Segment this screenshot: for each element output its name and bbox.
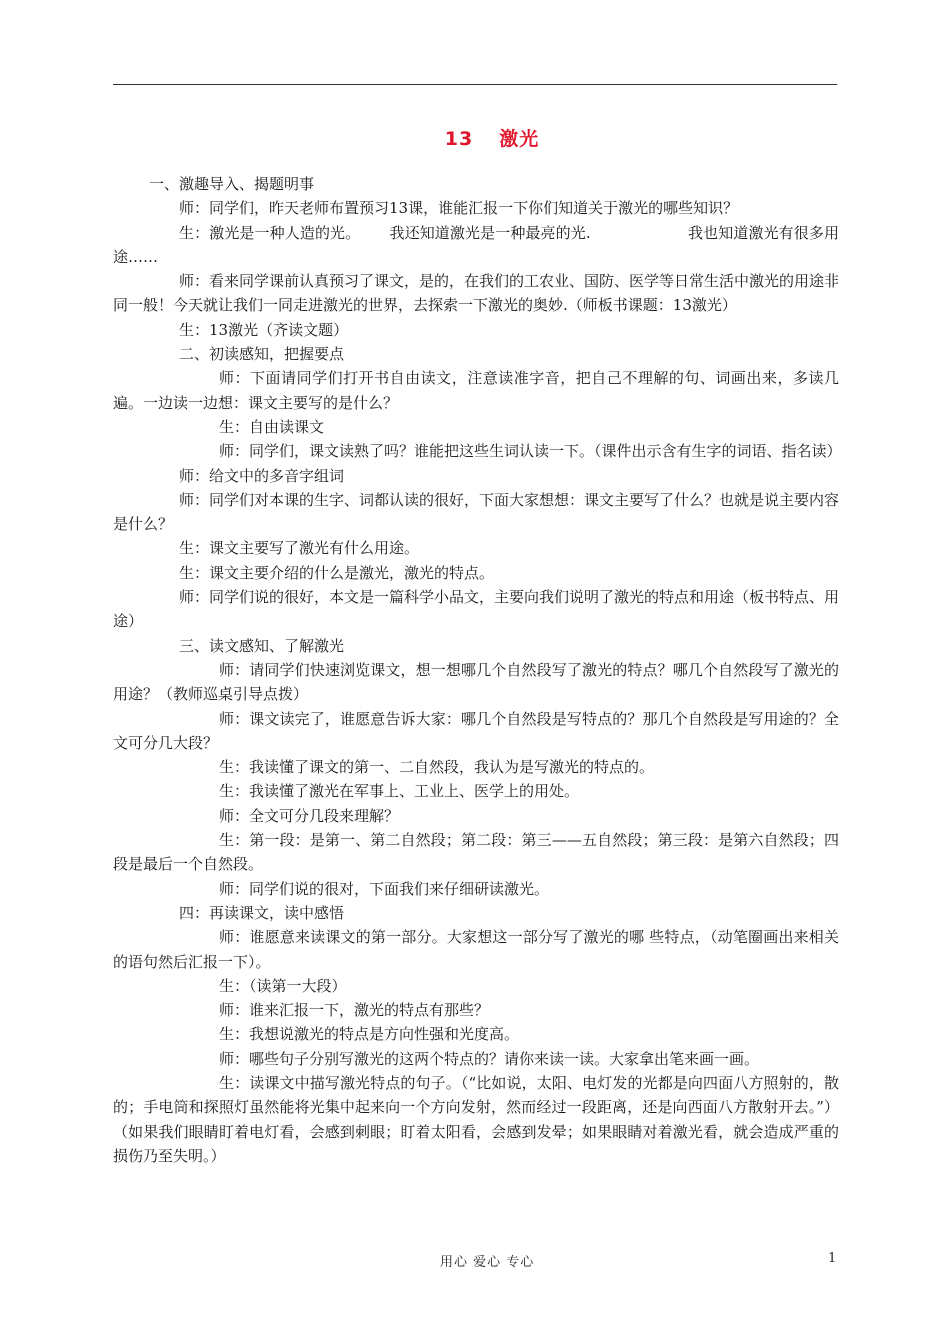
paragraph: 师：同学们，课文读熟了吗？谁能把这些生词认读一下。（课件出示含有生字的词语、指名读） — [219, 442, 842, 461]
paragraph: 师：同学们，昨天老师布置预习13课，谁能汇报一下你们知道关于激光的哪些知识？ — [179, 199, 739, 218]
paragraph: 师：谁来汇报一下，激光的特点有那些？ — [219, 1001, 490, 1020]
document-body — [113, 172, 842, 1168]
page-title — [0, 124, 950, 151]
paragraph: 四：再读课文，读中感悟 — [179, 903, 345, 922]
paragraph: 生：课文主要写了激光有什么用途。 — [179, 539, 420, 558]
paragraph: 师：请同学们快速浏览课文，想一想哪几个自然段写了激光的特点？哪几个自然段写了激光的用途？（教师巡桌引导点拨） — [113, 660, 839, 704]
paragraph: 生：第一段：是第一、第二自然段；第二段：第三——五自然段；第三段：是第六自然段；四段是最后一个自然段。 — [113, 831, 839, 874]
paragraph: 师：全文可分几段来理解？ — [219, 806, 400, 825]
footer-motto: 用心 爱心 专心 — [440, 1255, 535, 1270]
paragraph: 师：谁愿意来读课文的第一部分。大家想这一部分写了激光的哪 些特点，（动笔圈画出来相关的语句然后汇报一下）。 — [113, 928, 839, 971]
paragraph: 师：下面请同学们打开书自由读文，注意读准字音，把自己不理解的句、词画出来，多读几遍。一边读一边想：课文主要写的是什么？ — [113, 369, 839, 412]
paragraph: 师：给文中的多音字组词 — [179, 466, 345, 485]
paragraph: 师：同学们说的很好，本文是一篇科学小品文，主要向我们说明了激光的特点和用途（板书特点、用途） — [113, 588, 840, 631]
paragraph: 生：13激光（齐读文题） — [179, 320, 349, 339]
paragraph: 生：（读第一大段） — [219, 976, 347, 995]
paragraph: 生：自由读课文 — [219, 417, 325, 436]
paragraph: 生：课文主要介绍的什么是激光，激光的特点。 — [179, 563, 495, 582]
paragraph: 二、初读感知，把握要点 — [179, 345, 345, 364]
paragraph: 师：哪些句子分别写激光的这两个特点的？请你来读一读。大家拿出笔来画一画。 — [219, 1049, 760, 1068]
header-rule — [113, 84, 837, 85]
page-number: 1 — [828, 1251, 837, 1266]
paragraph: 师：看来同学课前认真预习了课文，是的，在我们的工农业、国防、医学等日常生活中激光的用途非同一般！今天就让我们一同走进激光的世界，去探索一下激光的奥妙.（师板书课题：13激光） — [113, 272, 840, 315]
lesson-title: 激光 — [499, 128, 540, 150]
paragraph: 生：激光是一种人造的光。 我还知道激光是一种最亮的光. 我也知道激光有很多用途…… — [113, 223, 839, 266]
paragraph: 生：我读懂了激光在军事上、工业上、医学上的用处。 — [219, 782, 580, 801]
paragraph: 三、读文感知、了解激光 — [179, 636, 345, 655]
lesson-number: 13 — [444, 128, 474, 150]
paragraph: 师：同学们对本课的生字、词都认读的很好，下面大家想想：课文主要写了什么？也就是说主要内容是什么？ — [113, 490, 840, 534]
paragraph: 生：读课文中描写激光特点的句子。（“比如说，太阳、电灯发的光都是向四面八方照射的，散的；手电筒和探照灯虽然能将光集中起来向一个方向发射，然而经过一段距离，还是向西面八方散射开去。”）（如果我们眼睛盯着电灯看，会感到刺眼；盯着太阳看，会感到发晕；如果眼睛对着激光看，就会造成严重的损伤乃至失明。） — [113, 1073, 839, 1165]
paragraph: 师：课文读完了，谁愿意告诉大家：哪几个自然段是写特点的？那几个自然段是写用途的？全文可分几大段？ — [113, 709, 839, 752]
paragraph: 一、激趣导入、揭题明事 — [149, 175, 315, 193]
paragraph: 生：我读懂了课文的第一、二自然段，我认为是写激光的特点的。 — [219, 758, 655, 777]
paragraph: 师：同学们说的很对，下面我们来仔细研读激光。 — [219, 879, 550, 898]
paragraph: 生：我想说激光的特点是方向性强和光度高。 — [219, 1025, 520, 1044]
